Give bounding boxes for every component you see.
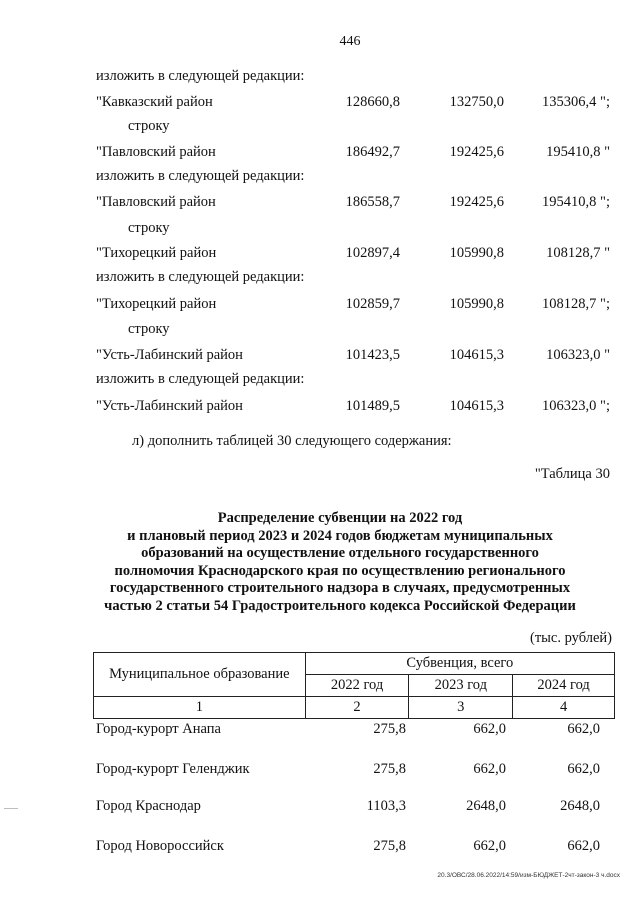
amend-row-value-2024: 195410,8 " xyxy=(546,144,610,160)
municipality-name: Город Краснодар xyxy=(96,798,201,814)
amend-row-name: "Тихорецкий район xyxy=(96,296,217,312)
page-number: 446 xyxy=(339,34,361,49)
heading-line: государственного строительного надзора в случаях, предусмотренных xyxy=(109,580,571,596)
col-number: 4 xyxy=(513,697,615,719)
amend-row-name: "Кавказский район xyxy=(96,94,213,110)
municipality-name: Город Новороссийск xyxy=(96,838,224,854)
col-year-2023: 2023 год xyxy=(409,675,513,697)
amend-row-value-2022: 186558,7 xyxy=(345,194,400,210)
col-subvention-total: Субвенция, всего xyxy=(305,653,614,675)
amend-row-value-2023: 104615,3 xyxy=(449,398,504,414)
value-2024: 662,0 xyxy=(567,761,600,777)
value-2024: 662,0 xyxy=(567,721,600,737)
col-municipality: Муниципальное образование xyxy=(94,653,306,697)
amend-row-value-2024: 195410,8 "; xyxy=(542,194,610,210)
value-2023: 662,0 xyxy=(473,761,506,777)
heading-line: и плановый период 2023 и 2024 годов бюджетам муниципальных xyxy=(127,527,553,544)
col-number: 1 xyxy=(94,697,306,719)
subvention-table xyxy=(93,652,615,719)
heading-line: Распределение субвенции на 2022 год xyxy=(217,510,463,526)
amend-row-name: "Усть-Лабинский район xyxy=(96,347,243,363)
heading-line: образований на осуществление отдельного государственного xyxy=(141,545,539,561)
amend-row-value-2023: 105990,8 xyxy=(449,296,504,312)
table-label: "Таблица 30 xyxy=(534,466,610,482)
row-label: строку xyxy=(128,220,170,236)
value-2024: 2648,0 xyxy=(560,798,600,814)
table-heading xyxy=(60,510,620,615)
row-label: строку xyxy=(128,321,170,337)
municipality-name: Город-курорт Геленджик xyxy=(96,761,250,777)
amend-row-value-2024: 135306,4 "; xyxy=(542,94,610,110)
amend-row-value-2023: 132750,0 xyxy=(449,94,504,110)
row-label: строку xyxy=(128,118,170,134)
col-year-2024: 2024 год xyxy=(513,675,615,697)
amend-row-value-2023: 105990,8 xyxy=(449,245,504,261)
instruction-line: изложить в следующей редакции: xyxy=(96,371,305,387)
col-number: 2 xyxy=(305,697,409,719)
municipality-name: Город-курорт Анапа xyxy=(96,721,221,737)
instruction-line: изложить в следующей редакции: xyxy=(96,168,305,184)
value-2022: 1103,3 xyxy=(366,798,406,814)
amend-row-value-2022: 102897,4 xyxy=(345,245,400,261)
value-2023: 2648,0 xyxy=(466,798,506,814)
value-2024: 662,0 xyxy=(567,838,600,854)
instruction-line: изложить в следующей редакции: xyxy=(96,68,305,84)
value-2022: 275,8 xyxy=(373,838,406,854)
amend-row-name: "Павловский район xyxy=(96,194,216,210)
amend-row-name: "Усть-Лабинский район xyxy=(96,398,243,414)
col-year-2022: 2022 год xyxy=(305,675,409,697)
amend-row-value-2023: 104615,3 xyxy=(449,347,504,363)
amend-row-value-2022: 102859,7 xyxy=(345,296,400,312)
col-number: 3 xyxy=(409,697,513,719)
instruction-line: изложить в следующей редакции: xyxy=(96,269,305,285)
amend-row-value-2022: 186492,7 xyxy=(345,144,400,160)
footer-file-reference: 20.3/ОВС/28.06.2022/14:59/изм-БЮДЖЕТ-2чт-закон-3 ч.docx xyxy=(437,872,620,879)
amend-row-value-2024: 108128,7 " xyxy=(546,245,610,261)
addition-paragraph: л) дополнить таблицей 30 следующего содержания: xyxy=(132,433,452,449)
value-2022: 275,8 xyxy=(373,761,406,777)
amend-row-value-2024: 106323,0 "; xyxy=(542,398,610,414)
amend-row-value-2022: 101423,5 xyxy=(345,347,400,363)
margin-mark: ....... xyxy=(4,802,18,811)
value-2023: 662,0 xyxy=(473,721,506,737)
value-2023: 662,0 xyxy=(473,838,506,854)
amend-row-value-2023: 192425,6 xyxy=(449,194,504,210)
amend-row-name: "Тихорецкий район xyxy=(96,245,217,261)
amend-row-value-2024: 106323,0 " xyxy=(546,347,610,363)
amend-row-name: "Павловский район xyxy=(96,144,216,160)
heading-line: полномочия Краснодарского края по осуществлению регионального xyxy=(114,562,566,579)
value-2022: 275,8 xyxy=(373,721,406,737)
amend-row-value-2024: 108128,7 "; xyxy=(542,296,610,312)
amend-row-value-2023: 192425,6 xyxy=(449,144,504,160)
amend-row-value-2022: 128660,8 xyxy=(345,94,400,110)
units-label: (тыс. рублей) xyxy=(530,630,612,646)
amend-row-value-2022: 101489,5 xyxy=(345,398,400,414)
heading-line: частью 2 статьи 54 Градостроительного кодекса Российской Федерации xyxy=(104,597,576,614)
